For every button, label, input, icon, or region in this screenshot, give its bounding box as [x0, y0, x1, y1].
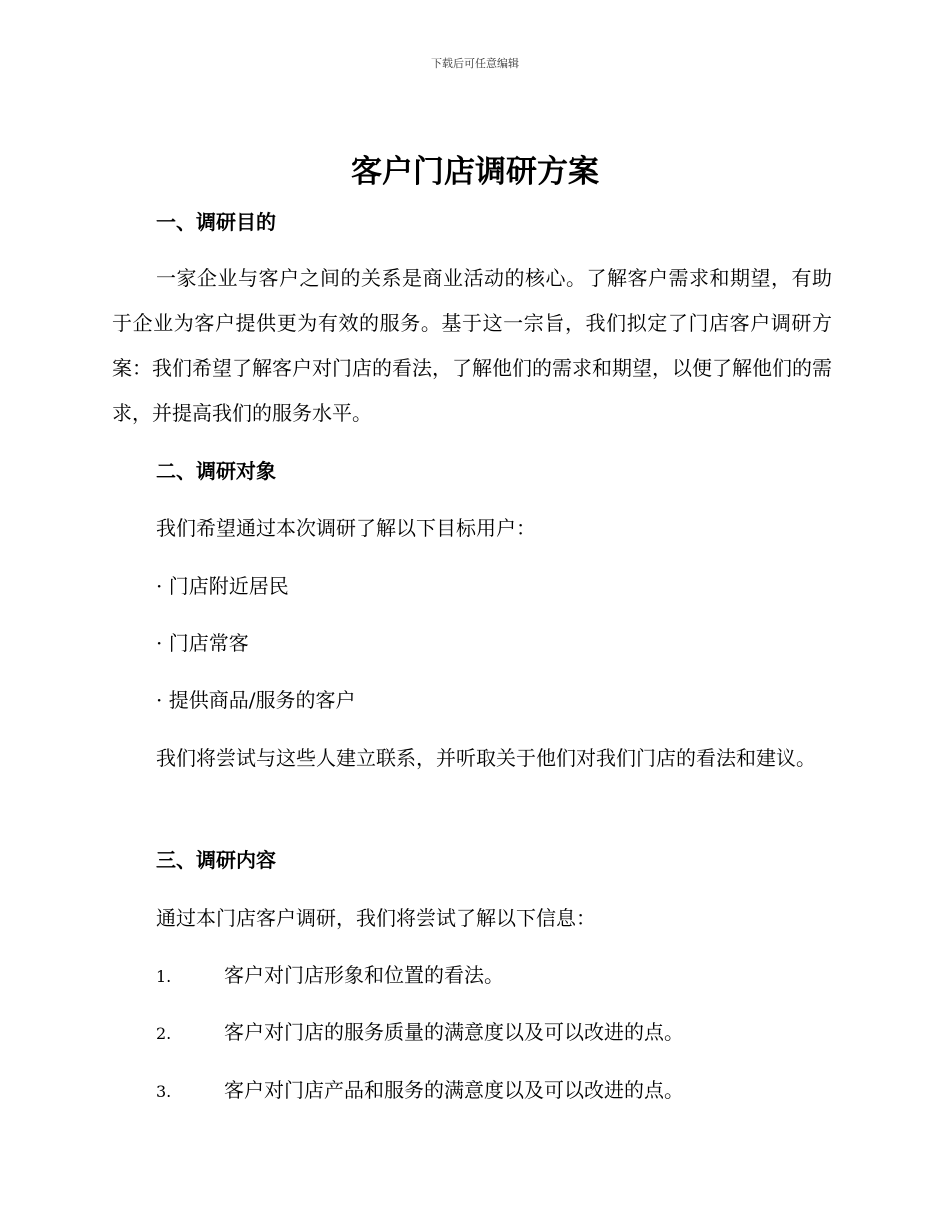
content-intro: 通过本门店客户调研，我们将尝试了解以下信息： [156, 906, 596, 930]
targets-intro: 我们希望通过本次调研了解以下目标用户： [156, 516, 536, 540]
section-heading-content: 三、调研内容 [156, 848, 276, 872]
list-item-text: 客户对门店产品和服务的满意度以及可以改进的点。 [224, 1078, 684, 1102]
list-item [156, 1018, 684, 1048]
list-item-text: 客户对门店形象和位置的看法。 [224, 963, 504, 987]
list-item [156, 961, 504, 991]
section-heading-purpose: 一、调研目的 [156, 210, 276, 234]
list-item-number: 2. [156, 1024, 172, 1043]
list-item-number: 1. [156, 967, 172, 986]
target-bullet-residents: · 门店附近居民 [156, 574, 289, 598]
target-bullet-regulars: · 门店常客 [156, 631, 249, 655]
list-item-number: 3. [156, 1082, 172, 1101]
target-bullet-suppliers: · 提供商品/服务的客户 [156, 688, 356, 712]
purpose-paragraph: 一家企业与客户之间的关系是商业活动的核心。了解客户需求和期望，有助于企业为客户提供更为有效的服务。基于这一宗旨，我们拟定了门店客户调研方案：我们希望了解客户对门店的看法，了解他们的需求和期望，以便了解他们的需求，并提高我们的服务水平。 [112, 266, 832, 425]
document-title: 客户门店调研方案 [351, 154, 599, 190]
list-item [156, 1076, 684, 1106]
list-item-text: 客户对门店的服务质量的满意度以及可以改进的点。 [224, 1020, 684, 1044]
page-header-note: 下载后可任意编辑 [431, 57, 519, 70]
section-heading-targets: 二、调研对象 [156, 459, 276, 483]
targets-closing-paragraph: 我们将尝试与这些人建立联系，并听取关于他们对我们门店的看法和建议。 [156, 746, 816, 770]
